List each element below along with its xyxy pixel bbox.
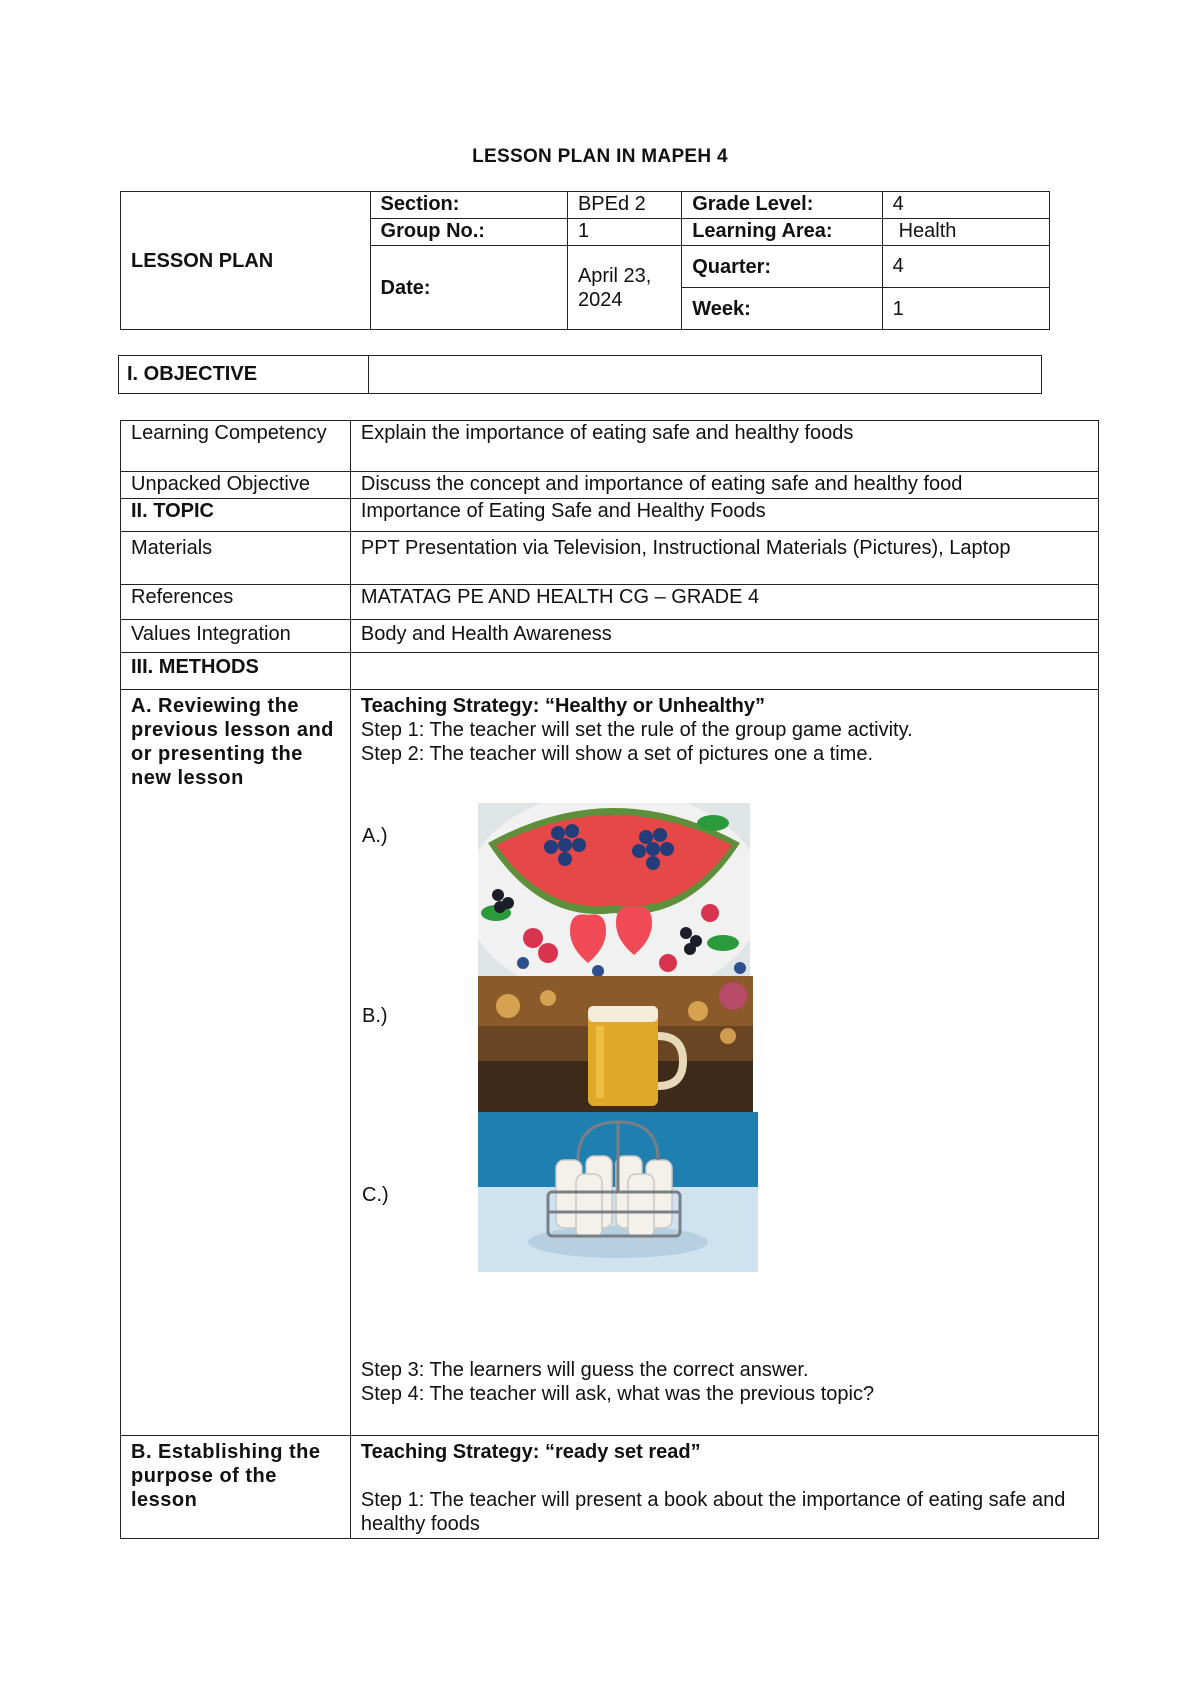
header-table bbox=[120, 191, 1050, 330]
objective-value bbox=[368, 356, 1041, 394]
methods-label: III. METHODS bbox=[121, 653, 351, 690]
section-b-label: B. Establishing the purpose of the lesson bbox=[121, 1436, 351, 1539]
quarter-label: Quarter: bbox=[682, 246, 882, 288]
group-label: Group No.: bbox=[370, 219, 567, 246]
materials-label: Materials bbox=[121, 532, 351, 585]
topic-label: II. TOPIC bbox=[121, 499, 351, 532]
learning-area-value: Health bbox=[882, 219, 1049, 246]
group-value: 1 bbox=[567, 219, 681, 246]
objective-table bbox=[118, 355, 1042, 394]
references-label: References bbox=[121, 585, 351, 620]
beer-picture bbox=[478, 976, 753, 1112]
objective-label: I. OBJECTIVE bbox=[119, 356, 369, 394]
section-value: BPEd 2 bbox=[567, 192, 681, 219]
date-value: April 23, 2024 bbox=[567, 246, 681, 330]
unpacked-value: Discuss the concept and importance of eating safe and healthy food bbox=[350, 472, 1098, 499]
grade-level-label: Grade Level: bbox=[682, 192, 882, 219]
competency-label: Learning Competency bbox=[121, 421, 351, 472]
lesson-plan-label: LESSON PLAN bbox=[121, 192, 371, 330]
section-b-content bbox=[350, 1436, 1098, 1539]
page-title: LESSON PLAN IN MAPEH 4 bbox=[472, 146, 728, 167]
section-a-step1: Step 1: The teacher will set the rule of the group game activity. bbox=[360, 719, 913, 741]
topic-value: Importance of Eating Safe and Healthy Foods bbox=[350, 499, 1098, 532]
methods-value bbox=[350, 653, 1098, 690]
picture-c-label: C.) bbox=[362, 1184, 389, 1206]
competency-value: Explain the importance of eating safe and healthy foods bbox=[350, 421, 1098, 472]
section-a-label: A. Reviewing the previous lesson and or presenting the new lesson bbox=[121, 690, 351, 1436]
date-label: Date: bbox=[370, 246, 567, 330]
section-a-step2: Step 2: The teacher will show a set of pictures one a time. bbox=[360, 743, 873, 765]
picture-b-label: B.) bbox=[362, 1005, 388, 1027]
values-label: Values Integration bbox=[121, 620, 351, 653]
learning-area-label: Learning Area: bbox=[682, 219, 882, 246]
section-a-step3: Step 3: The learners will guess the correct answer. bbox=[360, 1359, 809, 1381]
week-label: Week: bbox=[682, 288, 882, 330]
references-value: MATATAG PE AND HEALTH CG – GRADE 4 bbox=[350, 585, 1098, 620]
grade-level-value: 4 bbox=[882, 192, 1049, 219]
section-b-step1: Step 1: The teacher will present a book about the importance of eating safe and healthy foods bbox=[360, 1489, 1066, 1535]
milk-picture bbox=[478, 1112, 758, 1272]
week-value: 1 bbox=[882, 288, 1049, 330]
section-label: Section: bbox=[370, 192, 567, 219]
picture-a-label: A.) bbox=[362, 825, 388, 847]
quarter-value: 4 bbox=[882, 246, 1049, 288]
section-b-strategy: Teaching Strategy: “ready set read” bbox=[360, 1441, 701, 1463]
fruit-picture bbox=[478, 803, 750, 976]
values-value: Body and Health Awareness bbox=[350, 620, 1098, 653]
section-a-strategy: Teaching Strategy: “Healthy or Unhealthy” bbox=[360, 695, 766, 717]
section-a-step4: Step 4: The teacher will ask, what was the previous topic? bbox=[360, 1383, 875, 1405]
unpacked-label: Unpacked Objective bbox=[121, 472, 351, 499]
materials-value: PPT Presentation via Television, Instructional Materials (Pictures), Laptop bbox=[350, 532, 1098, 585]
